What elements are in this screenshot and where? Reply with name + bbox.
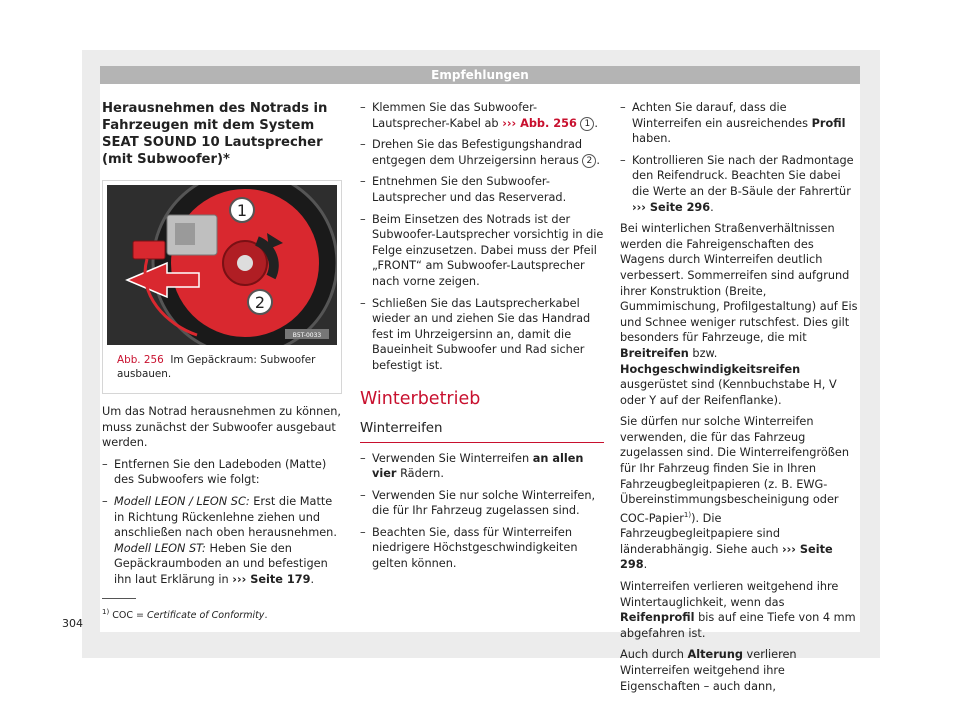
list-item: – Entfernen Sie den Ladeboden (Matte) des Subwoofers wie folgt: — [102, 457, 346, 488]
page-reference-link[interactable]: ››› Seite 179 — [232, 572, 311, 586]
figure-caption: Abb. 256 Im Gepäckraum: Subwoofer ausbauen. — [117, 354, 316, 380]
list-item: – Beachten Sie, dass für Winterreifen niedrigere Höchstgeschwindigkeiten gelten können. — [360, 525, 604, 572]
list-item: – Kontrollieren Sie nach der Radmontage den Reifendruck. Beachten Sie dabei die Werte an der B-Säule der Fahrertür ››› Seite 296. — [620, 153, 858, 215]
figure-marker-2: 2 — [247, 289, 273, 315]
paragraph: Winterreifen verlieren weitgehend ihre Wintertauglichkeit, wenn das Reifenprofil bis auf eine Tiefe von 4 mm abgefahren ist. — [620, 579, 856, 640]
figure-label: Abb. 256 — [117, 354, 164, 366]
marker-badge-2: 2 — [582, 154, 596, 168]
paragraph: Bei winterlichen Straßenverhältnissen werden die Fahreigenschaften des Wagens durch Winterreifen deutlich verbessert. Sommerreifen sind aufgrund ihrer Konstruktion (Breite, Gummimischung, Profilgestaltung) auf Eis und Schnee weniger rutschfest. Dies gilt besonders für Fahrzeuge, die mit Breitreifen bzw. Hochgeschwindigkeitsreifen ausgerüstet sind (Kennbuchstabe H, V oder Y auf der Reifenflanke). — [620, 222, 858, 407]
paragraph: Auch durch Alterung verlieren Winterreifen weitgehend ihre Eigenschaften – auch dann, — [620, 648, 797, 693]
figure-marker-1: 1 — [229, 197, 255, 223]
page-reference-link[interactable]: ››› Seite 298 — [620, 542, 833, 572]
trunk-subwoofer-image — [107, 185, 337, 345]
list-item: – Schließen Sie das Lautsprecherkabel wieder an und ziehen Sie das Handrad fest im Uhrzeigersinn an, damit die Baueinheit Subwoofer und Rad sicher befestigt ist. — [360, 296, 604, 374]
list-item: – Verwenden Sie nur solche Winterreifen, die für Ihr Fahrzeug zugelassen sind. — [360, 488, 604, 519]
intro-paragraph: Um das Notrad herausnehmen zu können, muss zunächst der Subwoofer ausgebaut werden. — [102, 405, 342, 450]
subwoofer-illustration — [107, 185, 337, 345]
list-item: – Drehen Sie das Befestigungshandrad entgegen dem Uhrzeigersinn heraus 2 . — [360, 137, 604, 168]
paragraph: Sie dürfen nur solche Winterreifen verwenden, die für das Fahrzeug zugelassen sind. Die Winterreifengrößen für Ihr Fahrzeug finden Sie in Ihren Fahrzeugbegleitpapieren (z. B. EWG-Übereinstimmungsbescheinigung oder COC-Papier$^{1)}$). Die Fahrzeugbegleitpapiere sind länderabhängig. Siehe auch ››› Seite 298. — [620, 415, 849, 572]
figure-reference-link[interactable]: ››› Abb. 256 — [502, 116, 577, 130]
section-title: Herausnehmen des Notrads in Fahrzeugen mit dem System SEAT SOUND 10 Lautsprecher (mit Subwoofer)* — [102, 101, 328, 167]
list-item: – Verwenden Sie Winterreifen an allen vier Rädern. — [360, 451, 604, 482]
header-title: Empfehlungen — [431, 68, 529, 82]
figure-256 — [102, 180, 342, 394]
footnote-divider — [102, 598, 136, 599]
footnote-reference: 1) — [683, 510, 692, 519]
list-item: – Modell LEON / LEON SC: Erst die Matte in Richtung Rückenlehne ziehen und anschließen nach oben herausnehmen. Modell LEON ST: Heben Sie den Gepäckraumboden an und befestigen ihn laut Erklärung in ››› Seite 179. — [102, 494, 346, 588]
page-reference-link[interactable]: ››› Seite 296 — [632, 200, 711, 214]
section-heading-winterbetrieb: Winterbetrieb — [360, 388, 481, 409]
list-item: – Entnehmen Sie den Subwoofer-Lautsprecher und das Reserverad. — [360, 174, 604, 205]
column-2 — [360, 100, 604, 578]
column-1 — [102, 100, 346, 594]
column-3 — [620, 100, 858, 700]
marker-badge-1: 1 — [580, 117, 594, 131]
page-number: 304 — [62, 617, 83, 630]
list-item: – Beim Einsetzen des Notrads ist der Subwoofer-Lautsprecher vorsichtig in die Felge einzusetzen. Dabei muss der Pfeil „FRONT“ am Subwoofer-Lautsprecher nach vorne zeigen. — [360, 212, 604, 290]
list-item: – Achten Sie darauf, dass die Winterreifen ein ausreichendes Profil haben. — [620, 100, 858, 147]
list-item: – Klemmen Sie das Subwoofer-Lautsprecher-Kabel ab ››› Abb. 256 1 . — [360, 100, 604, 131]
subsection-heading-winterreifen: Winterreifen — [360, 420, 604, 443]
footnote: $^{1)}$ COC = Certificate of Conformity. — [102, 608, 268, 622]
figure-code: B5T-0033 — [292, 332, 322, 339]
